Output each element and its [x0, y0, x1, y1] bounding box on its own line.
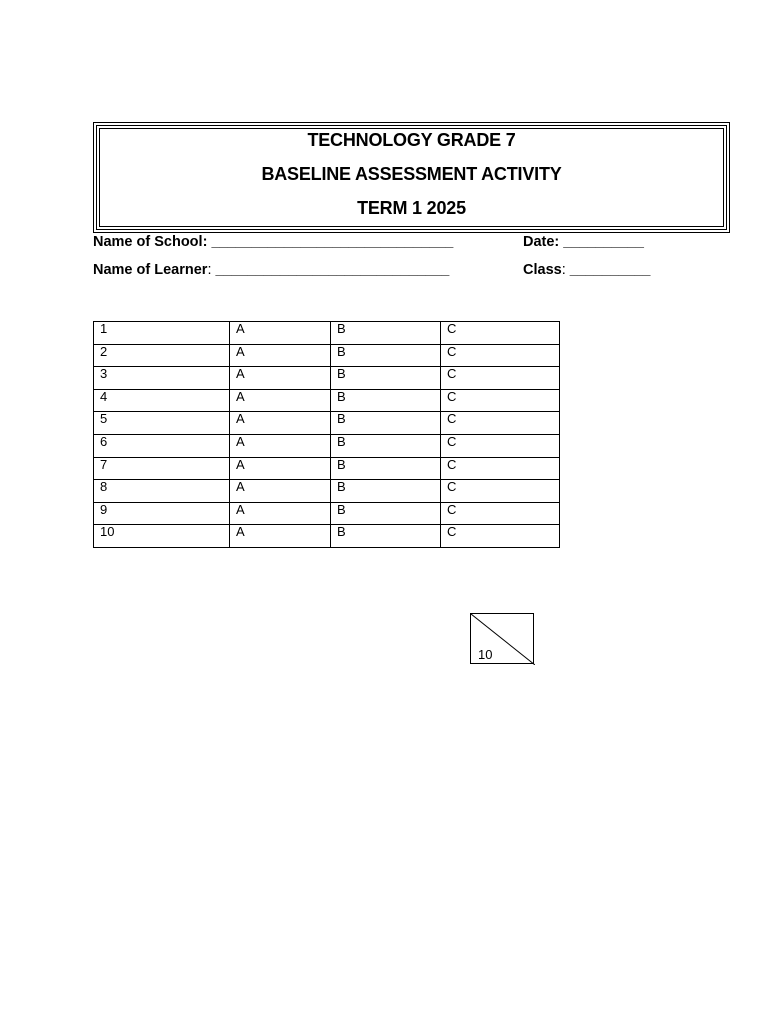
activity-title: BASELINE ASSESSMENT ACTIVITY [261, 164, 562, 184]
question-number: 10 [94, 525, 230, 548]
answer-grid [93, 321, 560, 548]
answer-option[interactable]: A [230, 367, 331, 390]
answer-option[interactable]: B [331, 457, 441, 480]
answer-option[interactable]: C [441, 434, 560, 457]
class-field[interactable] [523, 262, 650, 278]
answer-option[interactable]: A [230, 434, 331, 457]
answer-row [94, 367, 560, 390]
question-number: 5 [94, 412, 230, 435]
answer-row [94, 412, 560, 435]
question-number: 3 [94, 367, 230, 390]
answer-option[interactable]: B [331, 389, 441, 412]
answer-option[interactable]: B [331, 412, 441, 435]
answer-option[interactable]: B [331, 367, 441, 390]
answer-option[interactable]: B [331, 344, 441, 367]
answer-option[interactable]: A [230, 457, 331, 480]
question-number: 1 [94, 322, 230, 345]
answer-row [94, 344, 560, 367]
school-field[interactable] [93, 234, 453, 250]
answer-option[interactable]: B [331, 502, 441, 525]
answer-option[interactable]: A [230, 322, 331, 345]
score-total: 10 [478, 647, 493, 662]
answer-option[interactable]: A [230, 480, 331, 503]
subject-title: TECHNOLOGY GRADE 7 [307, 130, 516, 150]
answer-option[interactable]: B [331, 322, 441, 345]
answer-option[interactable]: A [230, 502, 331, 525]
answer-option[interactable]: C [441, 389, 560, 412]
answer-option[interactable]: A [230, 412, 331, 435]
answer-option[interactable]: C [441, 322, 560, 345]
school-label: Name of School: [93, 234, 212, 250]
date-field[interactable] [523, 234, 644, 250]
answer-option[interactable]: C [441, 480, 560, 503]
answer-option[interactable]: A [230, 525, 331, 548]
answer-option[interactable]: C [441, 525, 560, 548]
learner-field[interactable] [93, 262, 449, 278]
answer-option[interactable]: B [331, 480, 441, 503]
class-blank[interactable]: __________ [569, 262, 651, 278]
learner-colon: : [207, 262, 216, 278]
date-blank[interactable]: __________ [563, 234, 644, 250]
answer-option[interactable]: A [230, 389, 331, 412]
answer-option[interactable]: A [230, 344, 331, 367]
class-label: Class [523, 262, 562, 278]
learner-blank[interactable]: _____________________________ [215, 262, 450, 278]
answer-row [94, 502, 560, 525]
term-title: TERM 1 2025 [357, 198, 466, 218]
answer-option[interactable]: B [331, 434, 441, 457]
answer-option[interactable]: C [441, 412, 560, 435]
answer-option[interactable]: B [331, 525, 441, 548]
class-colon: : [561, 262, 570, 278]
question-number: 4 [94, 389, 230, 412]
answer-row [94, 457, 560, 480]
answer-row [94, 322, 560, 345]
answer-row [94, 389, 560, 412]
answer-option[interactable]: C [441, 344, 560, 367]
question-number: 8 [94, 480, 230, 503]
answer-option[interactable]: C [441, 457, 560, 480]
answer-option[interactable]: C [441, 502, 560, 525]
question-number: 9 [94, 502, 230, 525]
answer-row [94, 480, 560, 503]
title-box [93, 122, 730, 233]
score-box [470, 613, 534, 664]
school-blank[interactable]: ______________________________ [211, 234, 454, 250]
question-number: 7 [94, 457, 230, 480]
question-number: 6 [94, 434, 230, 457]
date-label: Date: [523, 234, 564, 250]
answer-row [94, 525, 560, 548]
answer-row [94, 434, 560, 457]
answer-option[interactable]: C [441, 367, 560, 390]
question-number: 2 [94, 344, 230, 367]
learner-label: Name of Learner [93, 262, 208, 278]
